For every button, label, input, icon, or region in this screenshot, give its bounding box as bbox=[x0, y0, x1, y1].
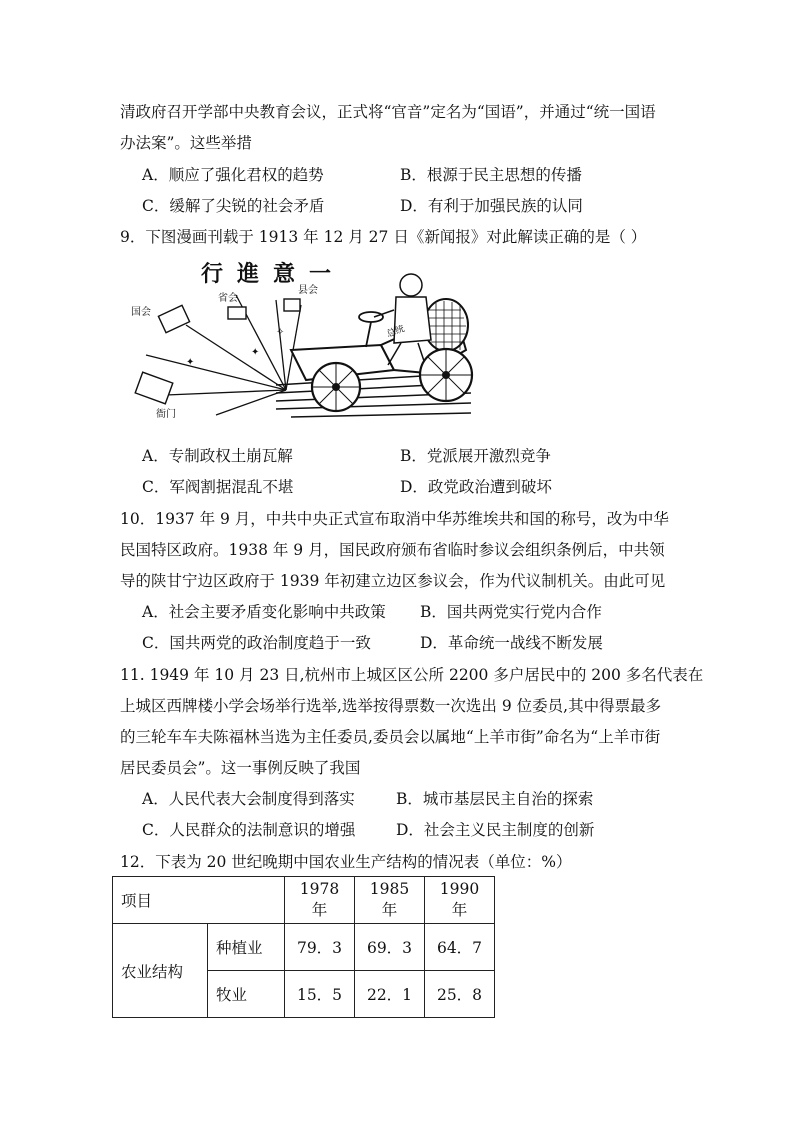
q8-option-c[interactable]: C．缓解了尖锐的社会矛盾 bbox=[142, 197, 325, 215]
table-row-label: 种植业 bbox=[208, 924, 285, 971]
table-row-label: 牧业 bbox=[208, 971, 285, 1018]
q8-option-b[interactable]: B．根源于民主思想的传播 bbox=[400, 166, 582, 184]
cartoon-label-shenghui: 省会 bbox=[218, 293, 238, 304]
q9-option-a[interactable]: A．专制政权土崩瓦解 bbox=[142, 447, 293, 465]
q8-stem-line2: 办法案”。这些举措 bbox=[120, 134, 252, 152]
table-header-cell: 1985 年 bbox=[355, 877, 425, 924]
table-header-cell: 项目 bbox=[113, 877, 285, 924]
q10-option-c[interactable]: C．国共两党的政治制度趋于一致 bbox=[142, 634, 371, 652]
agriculture-structure-table bbox=[112, 876, 495, 1018]
q12-stem: 12．下表为 20 世纪晚期中国农业生产结构的情况表（单位：%） bbox=[120, 853, 572, 871]
cartoon-label-zongtong: 总统 bbox=[385, 324, 406, 340]
q11-stem-line4: 居民委员会”。这一事例反映了我国 bbox=[120, 759, 361, 777]
q11-option-b[interactable]: B．城市基层民主自治的探索 bbox=[396, 790, 594, 808]
table-cell: 64．7 bbox=[425, 924, 495, 971]
cartoon-image bbox=[126, 255, 476, 423]
table-header-cell: 1978 年 bbox=[285, 877, 355, 924]
svg-text:✦: ✦ bbox=[251, 347, 260, 358]
table-group-cell: 农业结构 bbox=[113, 924, 208, 1018]
q11-stem-line3: 的三轮车车夫陈福林当选为主任委员,委员会以属地“上羊市街”命名为“上羊市街 bbox=[120, 728, 661, 746]
q10-stem-line3: 导的陕甘宁边区政府于 1939 年初建立边区参议会，作为代议制机关。由此可见 bbox=[120, 572, 666, 590]
q8-option-a[interactable]: A．顺应了强化君权的趋势 bbox=[142, 166, 324, 184]
q10-stem-line1: 10．1937 年 9 月，中共中央正式宣布取消中华苏维埃共和国的称号，改为中华 bbox=[120, 510, 669, 528]
q9-stem: 9．下图漫画刊载于 1913 年 12 月 27 日《新闻报》对此解读正确的是（ ） bbox=[120, 228, 647, 246]
q11-option-c[interactable]: C．人民群众的法制意识的增强 bbox=[142, 821, 356, 839]
q8-stem-line1: 清政府召开学部中央教育会议，正式将“官音”定名为“国语”，并通过“统一国语 bbox=[120, 103, 656, 121]
q10-option-a[interactable]: A．社会主要矛盾变化影响中共政策 bbox=[142, 603, 386, 621]
q8-option-d[interactable]: D．有利于加强民族的认同 bbox=[400, 197, 583, 215]
svg-text:✦: ✦ bbox=[186, 357, 195, 368]
cartoon-label-guohui: 国会 bbox=[131, 307, 151, 318]
q11-stem-line1: 11. 1949 年 10 月 23 日,杭州市上城区区公所 2200 多户居民中的 200 多名代表在 bbox=[120, 666, 704, 684]
q9-option-b[interactable]: B．党派展开激烈竞争 bbox=[400, 447, 551, 465]
table-header-cell: 1990 年 bbox=[425, 877, 495, 924]
table-cell: 25．8 bbox=[425, 971, 495, 1018]
q11-option-a[interactable]: A．人民代表大会制度得到落实 bbox=[142, 790, 355, 808]
table-header-row bbox=[113, 877, 495, 924]
table-cell: 15．5 bbox=[285, 971, 355, 1018]
q11-option-d[interactable]: D．社会主义民主制度的创新 bbox=[396, 821, 595, 839]
q10-option-b[interactable]: B．国共两党实行党内合作 bbox=[420, 603, 602, 621]
q11-stem-line2: 上城区西牌楼小学会场举行选举,选举按得票数一次选出 9 位委员,其中得票最多 bbox=[120, 697, 662, 715]
q9-option-c[interactable]: C．军阀割据混乱不堪 bbox=[142, 478, 294, 496]
table-cell: 22．1 bbox=[355, 971, 425, 1018]
table-row bbox=[113, 924, 495, 971]
svg-text:✧: ✧ bbox=[276, 327, 285, 338]
table-cell: 79．3 bbox=[285, 924, 355, 971]
q10-option-d[interactable]: D．革命统一战线不断发展 bbox=[420, 634, 603, 652]
cartoon-title: 行進意一 bbox=[201, 261, 346, 287]
table-cell: 69．3 bbox=[355, 924, 425, 971]
cartoon-label-yamen: 衙门 bbox=[156, 409, 176, 420]
q9-option-d[interactable]: D．政党政治遭到破坏 bbox=[400, 478, 552, 496]
q10-stem-line2: 民国特区政府。1938 年 9 月，国民政府颁布省临时参议会组织条例后，中共领 bbox=[120, 541, 665, 559]
cartoon-label-xianhui: 县会 bbox=[298, 285, 318, 296]
